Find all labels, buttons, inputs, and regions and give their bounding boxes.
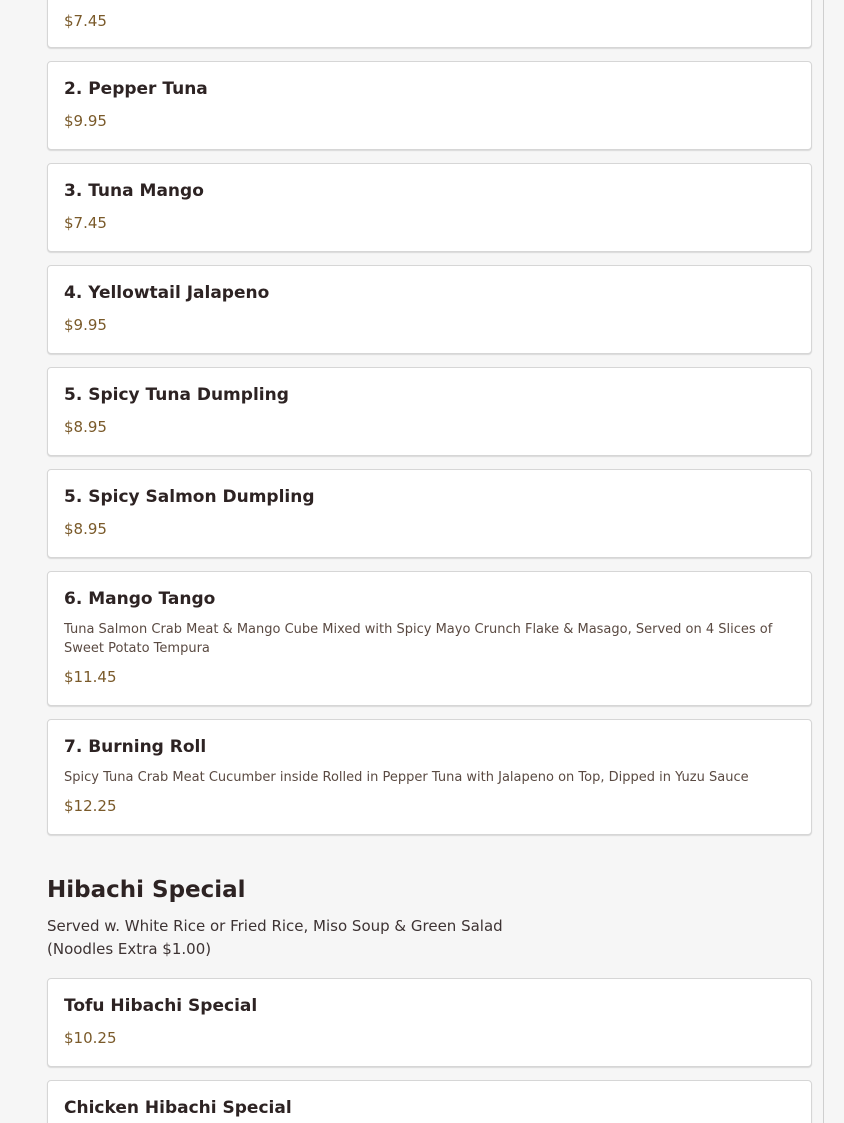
menu-item-price: $10.25 bbox=[64, 1029, 117, 1047]
menu-item-title: 5. Spicy Salmon Dumpling bbox=[64, 487, 315, 507]
menu-item-price: $11.45 bbox=[64, 668, 117, 686]
scrollbar-divider bbox=[823, 0, 824, 1123]
menu-item-card[interactable] bbox=[47, 367, 812, 456]
menu-item-description: Spicy Tuna Crab Meat Cucumber inside Rolled in Pepper Tuna with Jalapeno on Top, Dipped in Yuzu Sauce bbox=[64, 770, 749, 785]
menu-item-card[interactable] bbox=[47, 719, 812, 835]
menu-item-title: Tofu Hibachi Special bbox=[64, 996, 258, 1016]
menu-item-price: $8.95 bbox=[64, 418, 107, 436]
menu-item-card[interactable] bbox=[47, 571, 812, 706]
section-title: Hibachi Special bbox=[47, 877, 246, 903]
menu-item-description: Tuna Salmon Crab Meat & Mango Cube Mixed with Spicy Mayo Crunch Flake & Masago, Served on 4 Slices of Sweet Potato Tempura bbox=[64, 622, 773, 656]
menu-item-card[interactable] bbox=[47, 978, 812, 1067]
menu-item-card[interactable] bbox=[47, 469, 812, 558]
menu-item-card[interactable] bbox=[47, 163, 812, 252]
menu-item-title: 7. Burning Roll bbox=[64, 737, 207, 757]
menu-item-title: 5. Spicy Tuna Dumpling bbox=[64, 385, 289, 405]
menu-item-title: Chicken Hibachi Special bbox=[64, 1098, 292, 1118]
menu-list bbox=[47, 0, 812, 1123]
menu-item-price: $7.45 bbox=[64, 12, 107, 30]
section-description-line: Served w. White Rice or Fried Rice, Miso Soup & Green Salad bbox=[47, 917, 503, 935]
menu-item-price: $8.95 bbox=[64, 520, 107, 538]
menu-item-title: 6. Mango Tango bbox=[64, 589, 216, 609]
menu-item-card[interactable] bbox=[47, 61, 812, 150]
section-description-line: (Noodles Extra $1.00) bbox=[47, 940, 212, 958]
menu-item-price: $9.95 bbox=[64, 112, 107, 130]
menu-item-title: 4. Yellowtail Jalapeno bbox=[64, 283, 270, 303]
menu-item-title: 2. Pepper Tuna bbox=[64, 79, 208, 99]
section-description bbox=[47, 915, 812, 961]
menu-item-title: 3. Tuna Mango bbox=[64, 181, 204, 201]
menu-item-card[interactable] bbox=[47, 1080, 812, 1123]
menu-item-price: $7.45 bbox=[64, 214, 107, 232]
menu-item-card[interactable] bbox=[47, 265, 812, 354]
menu-item-card[interactable] bbox=[47, 0, 812, 48]
menu-item-price: $9.95 bbox=[64, 316, 107, 334]
menu-item-price: $12.25 bbox=[64, 797, 117, 815]
